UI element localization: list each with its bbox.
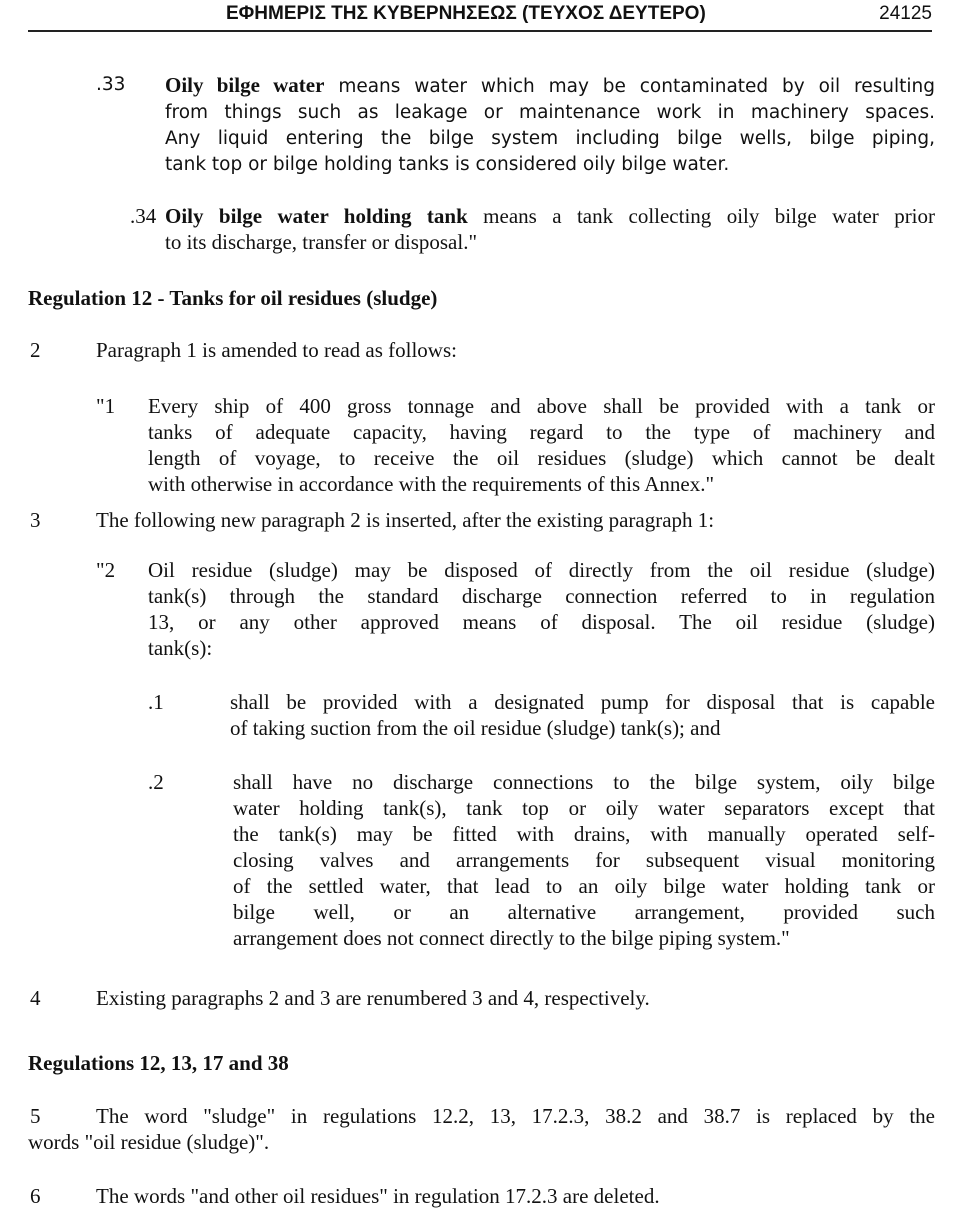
quoted-line: length of voyage, to receive the oil residues (sludge) which cannot be dealt xyxy=(148,446,935,470)
sub-item-number: .2 xyxy=(148,770,164,794)
page-header xyxy=(28,0,932,32)
sub-item-line: shall have no discharge connections to the bilge system, oily bilge xyxy=(233,770,935,794)
sub-item-number: .1 xyxy=(148,690,164,714)
sub-item-line: arrangement does not connect directly to the bilge piping system." xyxy=(233,926,790,950)
quoted-line: tank(s): xyxy=(148,636,213,660)
definition-line: means water which may be contaminated by oil resulting xyxy=(338,76,935,97)
paragraph-text: The word "sludge" in regulations 12.2, 13, 17.2.3, 38.2 and 38.7 is replaced by the xyxy=(96,1104,935,1128)
quoted-line: Oil residue (sludge) may be disposed of directly from the oil residue (sludge) xyxy=(148,558,935,582)
quoted-line: with otherwise in accordance with the requirements of this Annex." xyxy=(148,472,715,496)
sub-item-line: bilge well, or an alternative arrangement, provided such xyxy=(233,900,935,924)
quoted-line: tanks of adequate capacity, having regard to the type of machinery and xyxy=(148,420,935,444)
paragraph-number: 3 xyxy=(30,508,41,532)
paragraph-number: 6 xyxy=(30,1184,41,1208)
definition-line: tank top or bilge holding tanks is considered oily bilge water. xyxy=(165,154,730,175)
regulations-heading: Regulations 12, 13, 17 and 38 xyxy=(28,1051,289,1075)
paragraph-text: The words "and other oil residues" in regulation 17.2.3 are deleted. xyxy=(96,1184,660,1208)
quoted-line: tank(s) through the standard discharge connection referred to in regulation xyxy=(148,584,935,608)
quoted-line: Every ship of 400 gross tonnage and above shall be provided with a tank or xyxy=(148,394,935,418)
definition-line: from things such as leakage or maintenance work in machinery spaces. xyxy=(165,102,935,123)
quoted-number: "1 xyxy=(96,394,116,418)
paragraph-text: Paragraph 1 is amended to read as follows: xyxy=(96,338,457,362)
paragraph-number: 5 xyxy=(30,1104,41,1128)
definition-number: .34 xyxy=(130,204,157,228)
sub-item-line: of the settled water, that lead to an oily bilge water holding tank or xyxy=(233,874,935,898)
paragraph-number: 4 xyxy=(30,986,41,1010)
definition-number: .33 xyxy=(96,74,126,95)
sub-item-line: closing valves and arrangements for subsequent visual monitoring xyxy=(233,848,935,872)
definition-term: Oily bilge water holding tank xyxy=(165,204,468,228)
quoted-number: "2 xyxy=(96,558,116,582)
paragraph-number: 2 xyxy=(30,338,41,362)
quoted-line: 13, or any other approved means of disposal. The oil residue (sludge) xyxy=(148,610,935,634)
paragraph-text: Existing paragraphs 2 and 3 are renumbered 3 and 4, respectively. xyxy=(96,986,650,1010)
sub-item-line: water holding tank(s), tank top or oily water separators except that xyxy=(233,796,935,820)
sub-item-line: of taking suction from the oil residue (sludge) tank(s); and xyxy=(230,716,721,740)
paragraph-text: The following new paragraph 2 is inserted, after the existing paragraph 1: xyxy=(96,508,715,532)
sub-item-line: the tank(s) may be fitted with drains, with manually operated self- xyxy=(233,822,935,846)
page-number: 24125 xyxy=(879,3,932,24)
definition-line: to its discharge, transfer or disposal." xyxy=(165,230,478,254)
definition-line: Any liquid entering the bilge system including bilge wells, bilge piping, xyxy=(165,128,935,149)
paragraph-text: words "oil residue (sludge)". xyxy=(28,1130,270,1154)
gazette-title: ΕΦΗΜΕΡΙΣ ΤΗΣ ΚΥΒΕΡΝΗΣΕΩΣ (ΤΕΥΧΟΣ ΔΕΥΤΕΡΟ) xyxy=(226,3,706,24)
regulation-12-heading: Regulation 12 - Tanks for oil residues (sludge) xyxy=(28,286,438,310)
sub-item-line: shall be provided with a designated pump for disposal that is capable xyxy=(230,690,935,714)
definition-term: Oily bilge water xyxy=(165,73,325,97)
definition-line: means a tank collecting oily bilge water prior xyxy=(483,204,936,228)
